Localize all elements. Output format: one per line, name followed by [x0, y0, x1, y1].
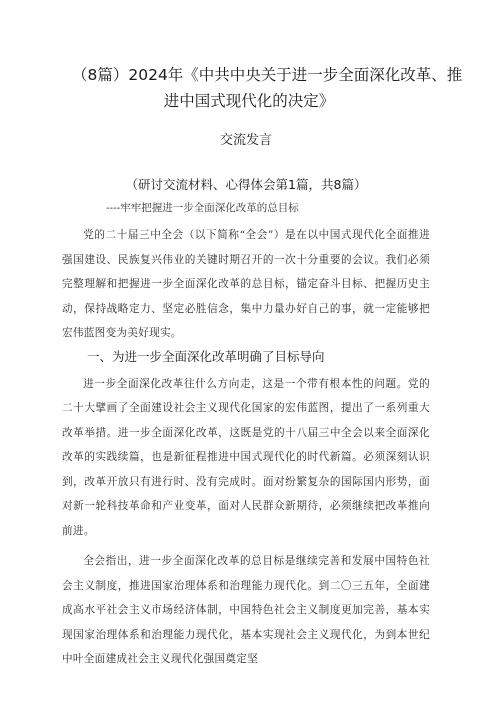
paragraph-intro: 党的二十届三中全会（以下简称“全会”）是在以中国式现代化全面推进强国建设、民族复兴伟业的关键时期召开的一次十分重要的会议。我们必须完整理解和把握进一步全面深化改革的总目标，锚定奋斗目标、把握历史主动，保持战略定力、坚定必胜信念，集中力量办好自己的事，就一定能够把宏伟蓝图变为美好现实。: [62, 229, 430, 339]
document-title: [62, 62, 463, 114]
paragraph-2: 进一步全面深化改革往什么方向走，这是一个带有根本性的问题。党的二十大擘画了全面建设社会主义现代化国家的宏伟蓝图，提出了一系列重大改革举措。进一步全面深化改革，这既是党的十八届三中全会以来全面深化改革的实践续篇，也是新征程推进中国式现代化的时代新篇。必须深刻认识到，改革开放只有进行时、没有完成时。面对纷繁复杂的国际国内形势，面对新一轮科技革命和产业变革，面对人民群众新期待，必须继续把改革推向前进。: [62, 377, 430, 537]
document-title-line-1: （8篇）2024年《中共中央关于进一步全面深化改革、推: [72, 66, 463, 84]
tagline: ----牢牢把握进一步全面深化改革的总目标: [106, 202, 299, 214]
series-note: （研讨交流材料、心得体会第1篇，共8篇）: [125, 177, 367, 192]
section-heading-1: 一、为进一步全面深化改革明确了目标导向: [87, 348, 325, 364]
document-title-line-2: 进中国式现代化的决定》: [163, 92, 335, 110]
document-subtitle: 交流发言: [219, 133, 272, 148]
paragraph-3: 全会指出，进一步全面深化改革的总目标是继续完善和发展中国特色社会主义制度，推进国家治理体系和治理能力现代化。到二〇三五年，全面建成高水平社会主义市场经济体制，中国特色社会主义制度更加完善，基本实现国家治理体系和治理能力现代化，基本实现社会主义现代化，为到本世纪中叶全面建成社会主义现代化强国奠定坚: [62, 555, 430, 665]
